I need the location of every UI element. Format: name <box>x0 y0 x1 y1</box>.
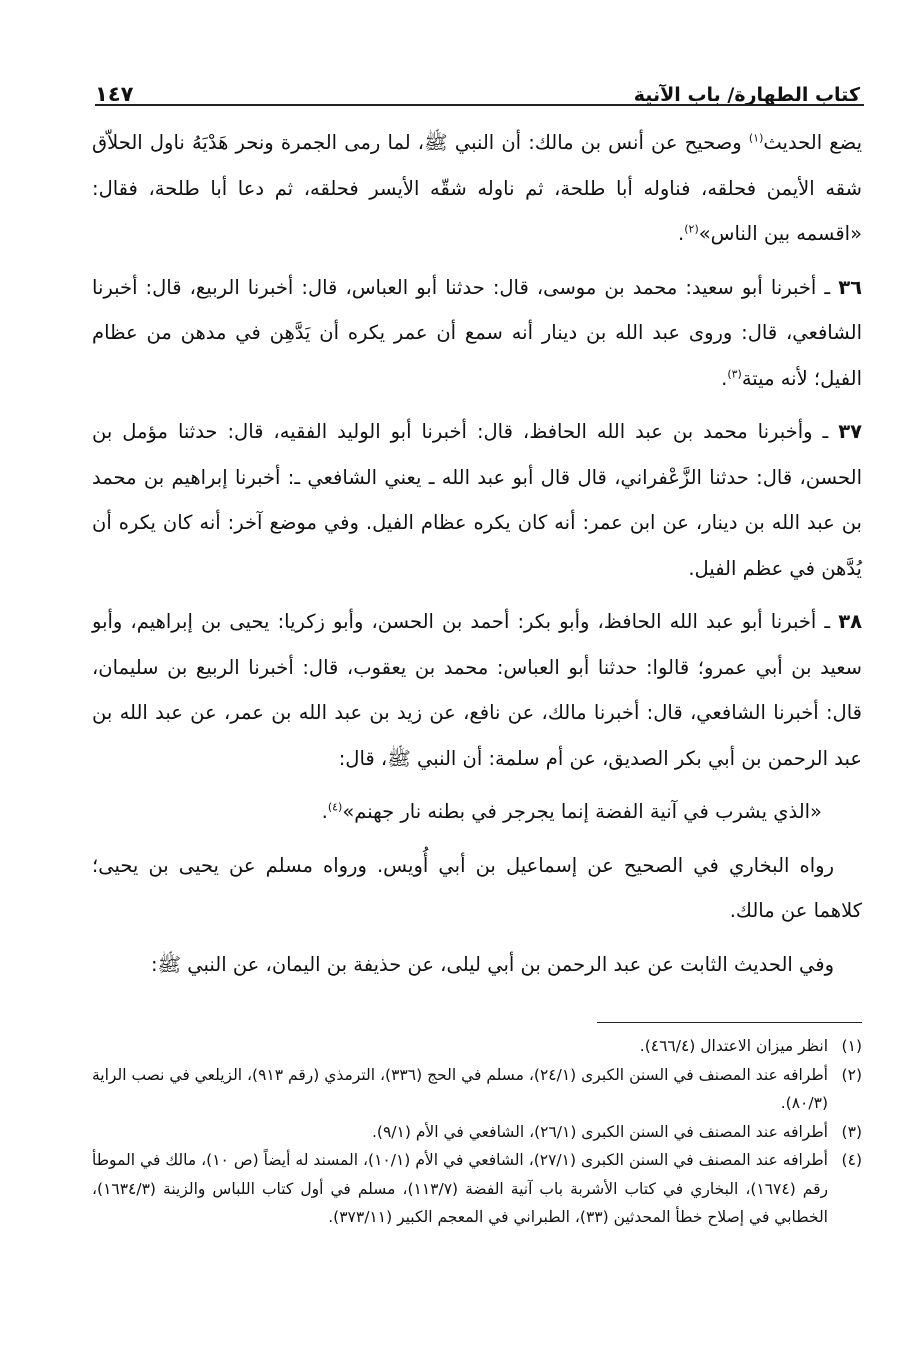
paragraph-hudhayfa: وفي الحديث الثابت عن عبد الرحمن بن أبي ليلى، عن حذيفة بن اليمان، عن النبي ﷺ: <box>150 952 834 976</box>
footnote-number: (٣) <box>841 1122 862 1141</box>
running-header <box>95 68 860 106</box>
narration-text: ـ أخبرنا أبو سعيد: محمد بن موسى، قال: حدثنا أبو العباس، قال: أخبرنا الربيع، قال: أخبرنا الشافعي، قال: وروى عبد الله بن دينار أنه سمع أن عمر يكره أن يَدَّهِن في مدهن من عظام الفيل؛ لأنه ميتة <box>92 275 862 390</box>
narration-37 <box>92 409 862 591</box>
narration-text: ـ أخبرنا أبو عبد الله الحافظ، وأبو بكر: أحمد بن الحسن، وأبو زكريا: يحيى بن إبراهيم، وأبو سعيد بن أبي عمرو؛ قالوا: حدثنا أبو العباس: محمد بن يعقوب، قال: أخبرنا الربيع بن سليمان، قال: أخبرنا الشافعي، قال: أخبرنا مالك، عن نافع، عن زيد بن عبد الله بن عمر، عن عبد الله بن عبد الرحمن بن أبي بكر الصديق، عن أم سلمة: أن النبي ﷺ، قال: <box>92 610 862 770</box>
footnote-number: (١) <box>841 1037 862 1055</box>
footnotes <box>92 1032 862 1232</box>
narration-number: ٣٨ <box>838 610 862 633</box>
hadith-quote <box>92 789 862 835</box>
narration-number: ٣٦ <box>838 275 862 299</box>
footnote-item <box>92 1118 862 1147</box>
paragraph-end: . <box>678 222 685 245</box>
footnote-item <box>92 1146 862 1232</box>
narration-end: . <box>721 366 728 390</box>
paragraph-continuation <box>92 120 862 257</box>
footnote-text: أطرافه عند المصنف في السنن الكبرى (٢٧/١)، الشافعي في الأم (١٠/١)، المسند له أيضاً (ص ١٠)، مالك في الموطأ رقم (١٦٧٤)، البخاري في كتاب الأشربة باب آنية الفضة (١١٣/٧)، مسلم في أول كتاب اللباس والزينة (١٦٣٤/٣)، الخطابي في إصلاح خطأ المحدثين (٣٣)، الطبراني في المعجم الكبير (٣٧٣/١١). <box>92 1151 829 1226</box>
paragraph-lead: يضع الحديث <box>763 131 863 154</box>
running-title: كتاب الطهارة/ باب الآنية <box>633 84 860 106</box>
footnote-ref-3[interactable]: (٣) <box>727 367 742 380</box>
footnote-ref-1[interactable]: (١) <box>748 131 764 145</box>
footnote-number: (٢) <box>841 1065 862 1084</box>
footnote-text: أطرافه عند المصنف في السنن الكبرى (٢٤/١)، مسلم في الحج (٣٣٦)، الترمذي (رقم ٩١٣)، الزيلعي في نصب الراية (٨٠/٣). <box>92 1065 828 1112</box>
footnote-item <box>92 1032 862 1061</box>
page-number: ١٤٧ <box>95 82 134 106</box>
paragraph-bukhari: رواه البخاري في الصحيح عن إسماعيل بن أبي أُويس. ورواه مسلم عن يحيى بن يحيى؛ كلاهما عن مالك. <box>92 853 862 922</box>
narration-number: ٣٧ <box>838 420 862 443</box>
footnote-number: (٤) <box>841 1151 862 1169</box>
footnote-ref-2[interactable]: (٢) <box>684 222 699 236</box>
narration-text: ـ وأخبرنا محمد بن عبد الله الحافظ، قال: أخبرنا أبو الوليد الفقيه، قال: حدثنا مؤمل بن الحسن، قال: حدثنا الزَّعْفراني، قال قال أبو عبد الله ـ يعني الشافعي ـ: أخبرنا إبراهيم بن محمد بن عبد الله بن دينار، عن ابن عمر: أنه كان يكره عظام الفيل. وفي موضع آخر: أنه كان يكره أن يُدَّهن في عظم الفيل. <box>92 420 862 580</box>
narration-38 <box>92 599 862 781</box>
footnote-item <box>92 1061 862 1118</box>
narration-36 <box>92 265 862 402</box>
footnote-ref-4[interactable]: (٤) <box>327 800 343 814</box>
header-rule <box>95 104 864 106</box>
footnote-text: أطرافه عند المصنف في السنن الكبرى (٢٦/١)، الشافعي في الأم (٩/١). <box>372 1122 828 1141</box>
hadith-text: «الذي يشرب في آنية الفضة إنما يجرجر في بطنه نار جهنم» <box>342 800 822 823</box>
hadith-end: . <box>321 800 328 823</box>
footnote-text: انظر ميزان الاعتدال (٤٦٦/٤). <box>639 1037 828 1055</box>
paragraph-text: وصحيح عن أنس بن مالك: أن النبي ﷺ، لما رمى الجمرة ونحر هَدْيَهُ ناول الحلاّق شقه الأيمن فحلقه، فناوله أبا طلحة، ثم ناوله شقّه الأيسر فحلقه، ثم دعا أبا طلحة، فقال: «اقسمه بين الناس» <box>92 131 862 245</box>
footnote-rule <box>597 1022 862 1023</box>
main-text <box>92 120 862 987</box>
